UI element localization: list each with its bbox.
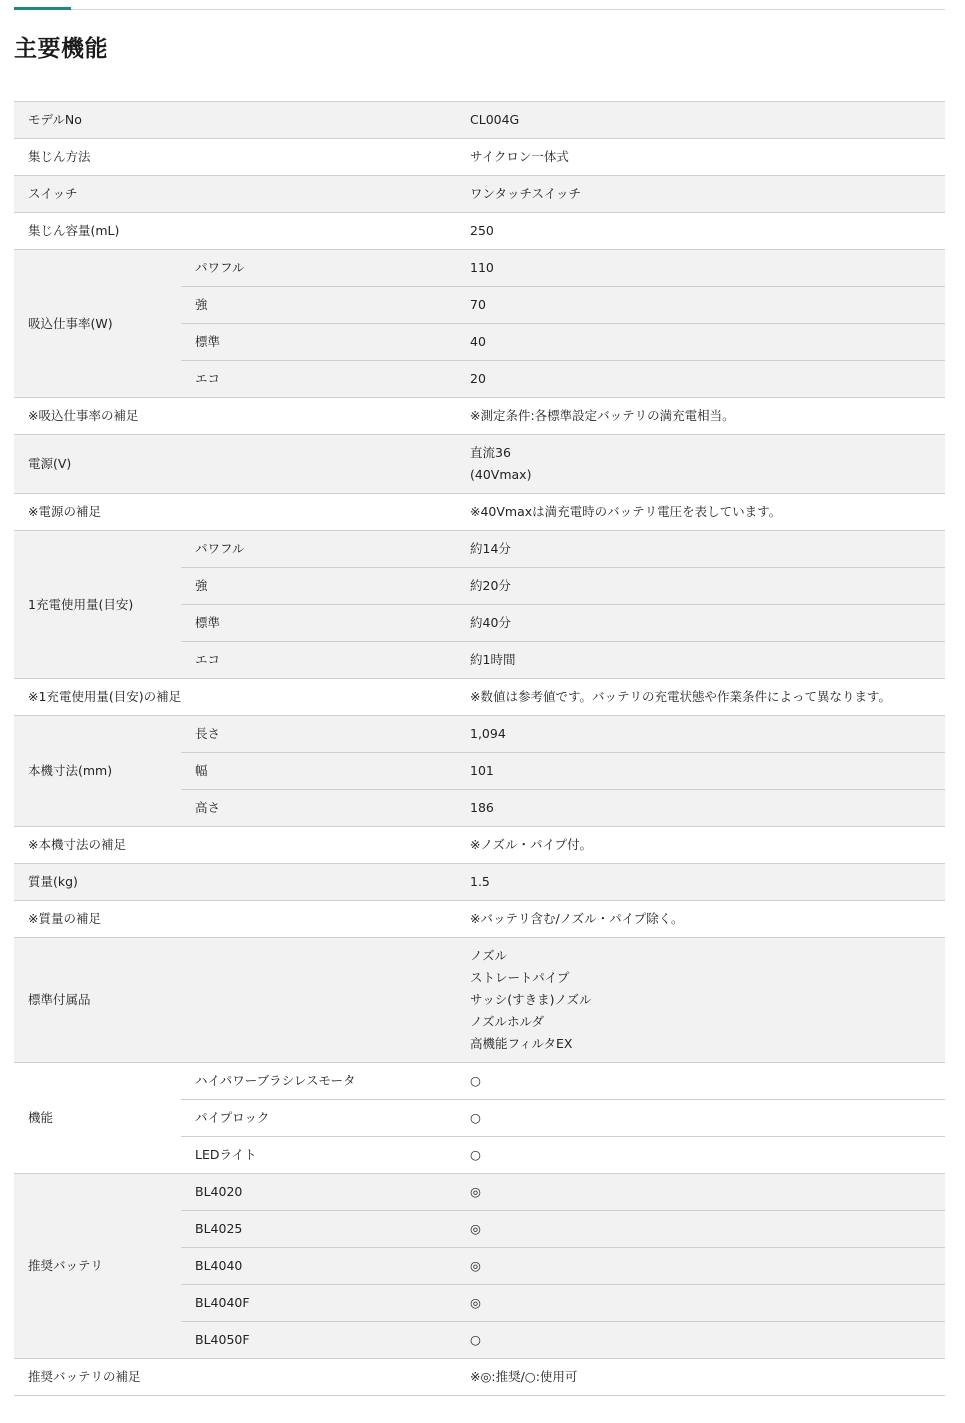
group-label: 機能 — [14, 1063, 181, 1174]
sub-label: BL4040 — [181, 1248, 456, 1285]
row-value: ○ — [456, 1322, 945, 1359]
row-value: ※◎:推奨/○:使用可 — [456, 1359, 945, 1396]
row-value: ◎ — [456, 1285, 945, 1322]
row-label: ※電源の補足 — [14, 494, 456, 531]
group-label: 吸込仕事率(W) — [14, 250, 181, 398]
sub-label: BL4025 — [181, 1211, 456, 1248]
table-row — [14, 139, 945, 176]
row-label: 集じん容量(mL) — [14, 213, 456, 250]
row-label: 電源(V) — [14, 435, 456, 494]
row-label: ※本機寸法の補足 — [14, 827, 456, 864]
table-row — [14, 864, 945, 901]
table-row — [14, 716, 945, 753]
row-value: 101 — [456, 753, 945, 790]
group-label: 1充電使用量(目安) — [14, 531, 181, 679]
row-value: ◎ — [456, 1248, 945, 1285]
row-label: 集じん方法 — [14, 139, 456, 176]
sub-label: 高さ — [181, 790, 456, 827]
sub-label: ハイパワーブラシレスモータ — [181, 1063, 456, 1100]
sub-label: パワフル — [181, 531, 456, 568]
sub-label: LEDライト — [181, 1137, 456, 1174]
accessory-item: ノズル — [470, 948, 508, 963]
row-value: ○ — [456, 1137, 945, 1174]
value-line: 直流36 — [470, 445, 511, 460]
row-label: ※吸込仕事率の補足 — [14, 398, 456, 435]
row-value: ◎ — [456, 1174, 945, 1211]
table-row — [14, 827, 945, 864]
row-value: ※測定条件:各標準設定バッテリの満充電相当。 — [456, 398, 945, 435]
row-value: 1.5 — [456, 864, 945, 901]
row-value: ○ — [456, 1100, 945, 1137]
sub-label: エコ — [181, 361, 456, 398]
sub-label: 標準 — [181, 324, 456, 361]
accessory-item: ノズルホルダ — [470, 1014, 545, 1029]
page-title: 主要機能 — [14, 36, 108, 62]
sub-label: 強 — [181, 287, 456, 324]
row-label: ※1充電使用量(目安)の補足 — [14, 679, 456, 716]
row-value: 約40分 — [456, 605, 945, 642]
sub-label: BL4020 — [181, 1174, 456, 1211]
table-row — [14, 1174, 945, 1211]
row-value: ※数値は参考値です。バッテリの充電状態や作業条件によって異なります。 — [456, 679, 945, 716]
table-row — [14, 435, 945, 494]
top-accent-bar — [14, 7, 71, 10]
spec-table — [14, 101, 945, 1396]
row-value: 186 — [456, 790, 945, 827]
sub-label: 標準 — [181, 605, 456, 642]
table-row — [14, 1359, 945, 1396]
sub-label: 長さ — [181, 716, 456, 753]
sub-label: BL4050F — [181, 1322, 456, 1359]
sub-label: 幅 — [181, 753, 456, 790]
table-row — [14, 213, 945, 250]
row-value: 1,094 — [456, 716, 945, 753]
row-label: ※質量の補足 — [14, 901, 456, 938]
table-row — [14, 176, 945, 213]
table-row — [14, 494, 945, 531]
table-row — [14, 901, 945, 938]
row-value: ※バッテリ含む/ノズル・パイプ除く。 — [456, 901, 945, 938]
row-label: 質量(kg) — [14, 864, 456, 901]
row-label: スイッチ — [14, 176, 456, 213]
sub-label: パワフル — [181, 250, 456, 287]
value-line: (40Vmax) — [470, 467, 532, 482]
row-value: CL004G — [456, 102, 945, 139]
row-value: 40 — [456, 324, 945, 361]
row-label: 推奨バッテリの補足 — [14, 1359, 456, 1396]
sub-label: パイプロック — [181, 1100, 456, 1137]
table-row — [14, 398, 945, 435]
table-row — [14, 102, 945, 139]
accessory-item: ストレートパイプ — [470, 970, 570, 985]
row-value: 70 — [456, 287, 945, 324]
row-value — [456, 435, 945, 494]
sub-label: 強 — [181, 568, 456, 605]
table-row — [14, 679, 945, 716]
row-value: ◎ — [456, 1211, 945, 1248]
row-value: ○ — [456, 1063, 945, 1100]
row-label: 標準付属品 — [14, 938, 456, 1063]
row-value: ※40Vmaxは満充電時のバッテリ電圧を表しています。 — [456, 494, 945, 531]
row-value: ワンタッチスイッチ — [456, 176, 945, 213]
row-value: 約1時間 — [456, 642, 945, 679]
group-label: 本機寸法(mm) — [14, 716, 181, 827]
row-value: 約14分 — [456, 531, 945, 568]
row-label: モデルNo — [14, 102, 456, 139]
sub-label: エコ — [181, 642, 456, 679]
table-row — [14, 531, 945, 568]
row-value: ※ノズル・パイプ付。 — [456, 827, 945, 864]
table-row — [14, 938, 945, 1063]
row-value: サイクロン一体式 — [456, 139, 945, 176]
accessory-item: サッシ(すきま)ノズル — [470, 992, 592, 1007]
row-value: 250 — [456, 213, 945, 250]
group-label: 推奨バッテリ — [14, 1174, 181, 1359]
row-value: 20 — [456, 361, 945, 398]
accessory-item: 高機能フィルタEX — [470, 1036, 573, 1051]
row-value: 約20分 — [456, 568, 945, 605]
row-value: 110 — [456, 250, 945, 287]
top-divider — [14, 9, 945, 10]
table-row — [14, 250, 945, 287]
sub-label: BL4040F — [181, 1285, 456, 1322]
table-row — [14, 1063, 945, 1100]
row-value — [456, 938, 945, 1063]
